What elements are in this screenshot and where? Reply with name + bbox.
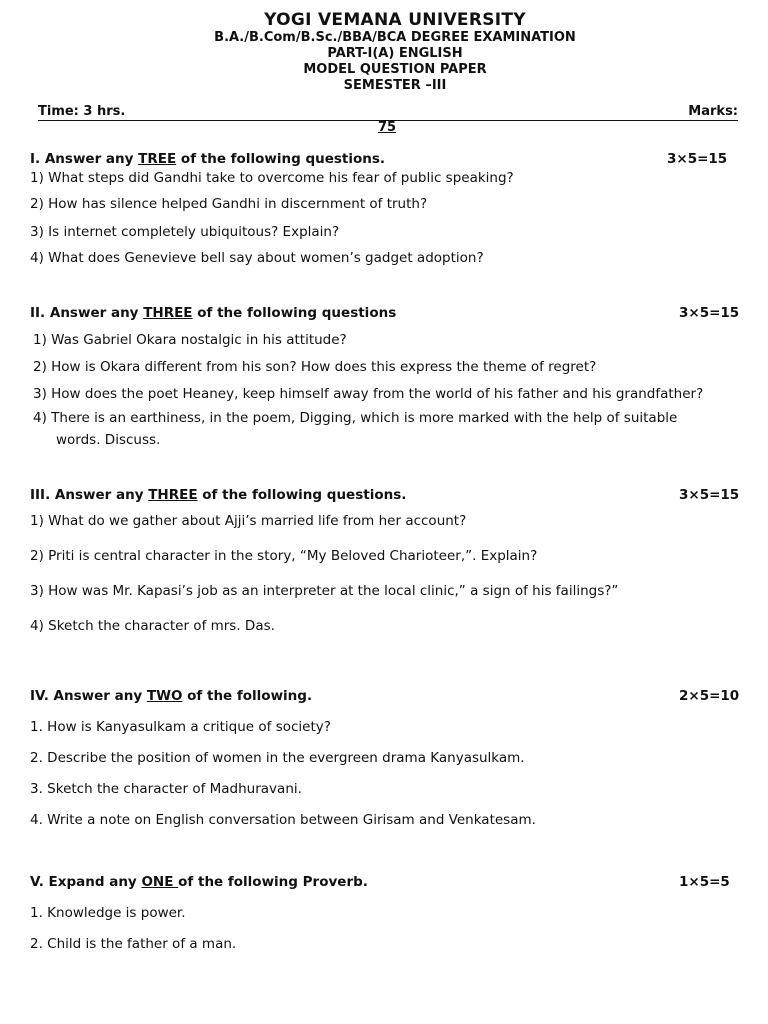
- question-item: 3) How does the poet Heaney, keep himself away from the world of his father and his grandfather?: [33, 386, 704, 402]
- time-label: Time: 3 hrs.: [38, 104, 126, 119]
- section-score: 3×5=15: [667, 151, 728, 167]
- section-suffix: of the following.: [182, 688, 313, 704]
- section-3-heading: [30, 487, 742, 503]
- paper-title: MODEL QUESTION PAPER: [303, 62, 487, 77]
- section-score: 3×5=15: [679, 305, 740, 321]
- section-5-heading: [30, 874, 742, 890]
- question-item: 4. Write a note on English conversation between Girisam and Venkatesam.: [30, 812, 536, 828]
- section-suffix: of the following questions.: [197, 487, 407, 503]
- section-keyword: THREE: [148, 487, 198, 503]
- section-keyword: TWO: [146, 688, 183, 704]
- section-keyword: ONE: [141, 874, 179, 890]
- question-item: 3) How was Mr. Kapasi’s job as an interpreter at the local clinic,” a sign of his failings?”: [30, 583, 619, 599]
- section-keyword: THREE: [143, 305, 193, 321]
- section-4-heading: [30, 688, 742, 704]
- section-prefix: II. Answer any: [30, 305, 144, 321]
- question-item: 1) What do we gather about Ajji’s married life from her account?: [30, 513, 467, 529]
- question-item: 1) Was Gabriel Okara nostalgic in his attitude?: [33, 332, 347, 348]
- section-prefix: I. Answer any: [30, 151, 139, 167]
- section-prefix: V. Expand any: [30, 874, 142, 890]
- question-item: 1. How is Kanyasulkam a critique of society?: [30, 719, 331, 735]
- question-item: 1) What steps did Gandhi take to overcome his fear of public speaking?: [30, 170, 514, 186]
- section-suffix: of the following questions: [192, 305, 397, 321]
- section-suffix: of the following questions.: [176, 151, 386, 167]
- semester-title: SEMESTER –III: [343, 78, 447, 93]
- question-item: 3. Sketch the character of Madhuravani.: [30, 781, 302, 797]
- section-1-heading: [30, 151, 742, 167]
- exam-info-line: [38, 104, 738, 121]
- section-suffix: of the following Proverb.: [178, 874, 368, 890]
- question-item: 3) Is internet completely ubiquitous? Explain?: [30, 224, 340, 240]
- part-title: PART-I(A) ENGLISH: [327, 46, 463, 61]
- section-keyword: TREE: [138, 151, 177, 167]
- section-prefix: IV. Answer any: [30, 688, 147, 704]
- university-title: YOGI VEMANA UNIVERSITY: [264, 10, 526, 30]
- question-item: 1. Knowledge is power.: [30, 905, 186, 921]
- question-item: 2) Priti is central character in the story, “My Beloved Charioteer,”. Explain?: [30, 548, 538, 564]
- section-2-heading: [30, 305, 742, 321]
- marks-label: Marks:: [688, 104, 738, 119]
- question-item: 4) What does Genevieve bell say about women’s gadget adoption?: [30, 250, 484, 266]
- question-item: 4) Sketch the character of mrs. Das.: [30, 618, 275, 634]
- question-item: 2) How is Okara different from his son? How does this express the theme of regret?: [33, 359, 597, 375]
- section-score: 3×5=15: [679, 487, 740, 503]
- question-item: 4) There is an earthiness, in the poem, Digging, which is more marked with the help of suitable: [33, 410, 678, 426]
- section-score: 2×5=10: [679, 688, 740, 704]
- question-item: 2. Describe the position of women in the evergreen drama Kanyasulkam.: [30, 750, 525, 766]
- section-score: 1×5=5: [679, 874, 730, 890]
- question-item: 2) How has silence helped Gandhi in discernment of truth?: [30, 196, 428, 212]
- degree-title: B.A./B.Com/B.Sc./BBA/BCA DEGREE EXAMINATION: [214, 30, 576, 45]
- section-prefix: III. Answer any: [30, 487, 149, 503]
- marks-value: 75: [378, 120, 397, 135]
- exam-header: [0, 10, 768, 94]
- question-item: 2. Child is the father of a man.: [30, 936, 237, 952]
- question-continuation: words. Discuss.: [56, 432, 161, 448]
